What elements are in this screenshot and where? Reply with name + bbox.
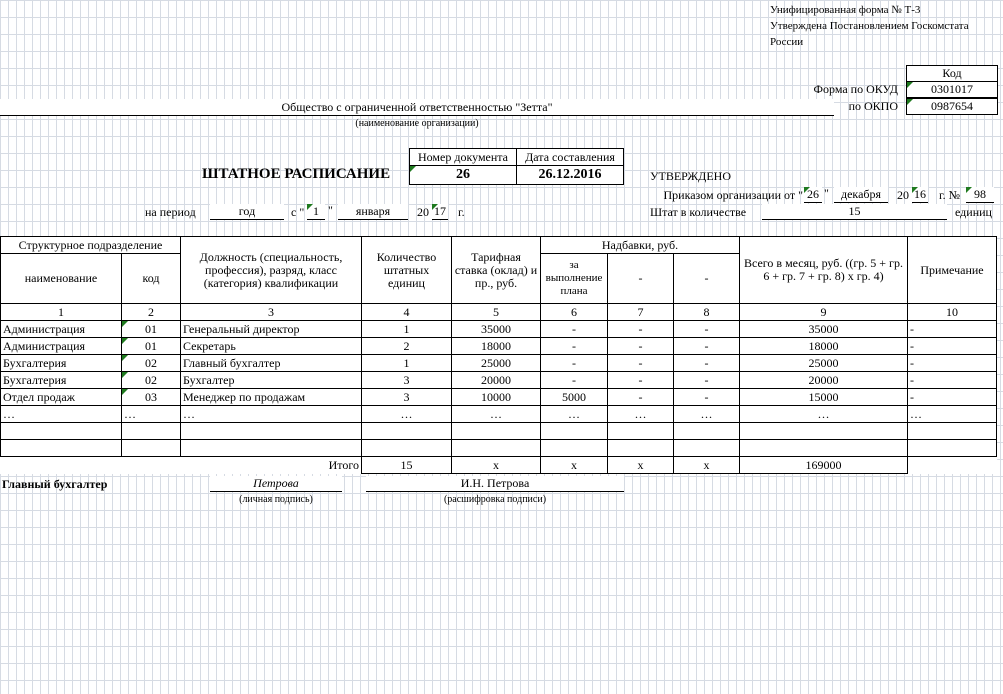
allow-2-cell[interactable]: - (608, 372, 674, 389)
count-cell[interactable]: 3 (362, 389, 452, 406)
empty-cell[interactable] (181, 423, 362, 440)
rate-cell[interactable]: 20000 (452, 372, 541, 389)
approval-label: УТВЕРЖДЕНО (650, 169, 732, 183)
allow-3-cell[interactable]: - (674, 389, 740, 406)
empty-cell[interactable] (452, 423, 541, 440)
col-number: 9 (740, 304, 908, 321)
allow-3-cell[interactable]: - (674, 321, 740, 338)
header-allow-3: - (674, 254, 740, 304)
dept-code-cell[interactable]: 03 (122, 389, 181, 406)
position-cell[interactable]: … (181, 406, 362, 423)
signature-role: Главный бухгалтер (2, 477, 108, 491)
position-cell[interactable]: Бухгалтер (181, 372, 362, 389)
period-label: на период (145, 205, 196, 219)
staff-units: единиц (955, 205, 992, 219)
count-cell[interactable]: 1 (362, 355, 452, 372)
total-cell[interactable]: 25000 (740, 355, 908, 372)
allow-plan-cell[interactable]: 5000 (541, 389, 608, 406)
allow-plan-cell[interactable]: - (541, 372, 608, 389)
table-row (1, 372, 997, 389)
empty-cell[interactable] (362, 423, 452, 440)
header-dept-group: Структурное подразделение (1, 237, 181, 254)
totals-count[interactable]: 15 (362, 457, 452, 474)
dept-code-cell[interactable]: 01 (122, 338, 181, 355)
doc-number[interactable]: 26 (409, 165, 517, 185)
total-cell[interactable]: 18000 (740, 338, 908, 355)
total-cell[interactable]: 20000 (740, 372, 908, 389)
allow-2-cell[interactable]: … (608, 406, 674, 423)
staff-label: Штат в количестве (650, 205, 747, 219)
form-info-line3: России (770, 36, 804, 48)
col-number: 3 (181, 304, 362, 321)
approval-year-suffix[interactable]: 16 (914, 187, 926, 201)
dept-name-cell[interactable]: Отдел продаж (1, 389, 122, 406)
period-month[interactable]: января (338, 204, 408, 220)
allow-plan-cell[interactable]: - (541, 338, 608, 355)
note-cell[interactable]: … (908, 406, 997, 423)
totals-note-blank (908, 457, 997, 474)
header-allow-plan: за выполнение плана (541, 254, 608, 304)
doc-number-header: Номер документа (409, 148, 517, 166)
allow-plan-cell[interactable]: - (541, 321, 608, 338)
table-row-empty (1, 423, 997, 440)
approval-year-prefix: 20 (897, 188, 909, 202)
allow-3-cell[interactable]: … (674, 406, 740, 423)
position-cell[interactable]: Генеральный директор (181, 321, 362, 338)
rate-cell[interactable]: 25000 (452, 355, 541, 372)
empty-cell[interactable] (608, 440, 674, 457)
dept-code-cell[interactable]: … (122, 406, 181, 423)
totals-allow-3: х (674, 457, 740, 474)
table-row (1, 338, 997, 355)
form-info-line2: Утверждена Постановлением Госкомстата (770, 20, 969, 32)
dept-code-cell[interactable]: 02 (122, 355, 181, 372)
allow-3-cell[interactable]: - (674, 338, 740, 355)
period-day[interactable]: 1 (307, 204, 325, 220)
okpo-label: по ОКПО (848, 99, 898, 113)
period-from-label: с " (291, 205, 305, 219)
dept-name-cell[interactable]: Бухгалтерия (1, 355, 122, 372)
empty-cell[interactable] (674, 440, 740, 457)
note-cell[interactable]: - (908, 338, 997, 355)
count-cell[interactable]: 3 (362, 372, 452, 389)
period-year-prefix: 20 (417, 205, 429, 219)
total-cell[interactable]: 35000 (740, 321, 908, 338)
col-number: 10 (908, 304, 997, 321)
empty-cell[interactable] (608, 423, 674, 440)
dept-name-cell[interactable]: Бухгалтерия (1, 372, 122, 389)
approval-num-label: г. № (939, 188, 961, 202)
signature-name[interactable]: И.Н. Петрова (366, 476, 624, 492)
header-dept-code: код (122, 254, 181, 304)
empty-cell[interactable] (452, 440, 541, 457)
okpo-value[interactable]: 0987654 (906, 98, 998, 115)
header-allow-2: - (608, 254, 674, 304)
allow-plan-cell[interactable]: - (541, 355, 608, 372)
header-allowances: Надбавки, руб. (541, 237, 740, 254)
approval-order-number[interactable]: 98 (966, 187, 994, 203)
totals-label: Итого (1, 457, 362, 474)
note-cell[interactable]: - (908, 372, 997, 389)
doc-date-header: Дата составления (516, 148, 624, 166)
okud-label: Форма по ОКУД (813, 82, 898, 96)
table-row (1, 355, 997, 372)
empty-cell[interactable] (1, 440, 122, 457)
position-cell[interactable]: Главный бухгалтер (181, 355, 362, 372)
header-rate: Тарифная ставка (оклад) и пр., руб. (452, 237, 541, 304)
signature-name-caption: (расшифровка подписи) (443, 494, 547, 505)
organization-name[interactable]: Общество с ограниченной ответственностью "Зетта" (0, 99, 834, 116)
note-cell[interactable]: - (908, 389, 997, 406)
count-cell[interactable]: … (362, 406, 452, 423)
note-cell[interactable]: - (908, 355, 997, 372)
header-note: Примечание (908, 237, 997, 304)
table-row-empty (1, 440, 997, 457)
col-number: 8 (674, 304, 740, 321)
allow-2-cell[interactable]: - (608, 389, 674, 406)
empty-cell[interactable] (362, 440, 452, 457)
okud-value[interactable]: 0301017 (906, 81, 998, 98)
table-row (1, 321, 997, 338)
header-dept-name: наименование (1, 254, 122, 304)
staff-count[interactable]: 15 (762, 204, 947, 220)
allow-3-cell[interactable]: - (674, 355, 740, 372)
table-row (1, 389, 997, 406)
empty-cell[interactable] (740, 423, 908, 440)
count-cell[interactable]: 1 (362, 321, 452, 338)
period-year-label: г. (458, 205, 465, 219)
period-quote: " (328, 203, 333, 217)
col-number: 4 (362, 304, 452, 321)
period-year-suffix[interactable]: 17 (434, 204, 446, 218)
approval-month[interactable]: декабря (834, 187, 888, 203)
allow-2-cell[interactable]: - (608, 355, 674, 372)
col-number: 2 (122, 304, 181, 321)
col-number: 6 (541, 304, 608, 321)
dept-code-cell[interactable]: 02 (122, 372, 181, 389)
empty-cell[interactable] (1, 423, 122, 440)
allow-3-cell[interactable]: - (674, 372, 740, 389)
rate-cell[interactable]: 18000 (452, 338, 541, 355)
dept-name-cell[interactable]: … (1, 406, 122, 423)
empty-cell[interactable] (122, 423, 181, 440)
form-info (770, 2, 969, 50)
totals-row (1, 457, 997, 474)
dept-name-cell[interactable]: Администрация (1, 321, 122, 338)
table-row (1, 406, 997, 423)
empty-cell[interactable] (740, 440, 908, 457)
rate-cell[interactable]: 35000 (452, 321, 541, 338)
allow-2-cell[interactable]: - (608, 321, 674, 338)
totals-allow-plan: х (541, 457, 608, 474)
approval-order-label: Приказом организации от " (663, 188, 803, 202)
header-position: Должность (специальность, профессия), разряд, класс (категория) квалификации (181, 237, 362, 304)
signature-sign[interactable]: Петрова (210, 476, 342, 492)
position-cell[interactable]: Секретарь (181, 338, 362, 355)
organization-caption: (наименование организации) (355, 118, 479, 129)
empty-cell[interactable] (541, 423, 608, 440)
dept-code-cell[interactable]: 01 (122, 321, 181, 338)
totals-allow-2: х (608, 457, 674, 474)
document-title: ШТАТНОЕ РАСПИСАНИЕ (202, 166, 391, 182)
period-term[interactable]: год (210, 204, 284, 220)
empty-cell[interactable] (908, 423, 997, 440)
staffing-table (0, 236, 997, 474)
allow-plan-cell[interactable]: … (541, 406, 608, 423)
totals-total[interactable]: 169000 (740, 457, 908, 474)
empty-cell[interactable] (908, 440, 997, 457)
doc-date[interactable]: 26.12.2016 (516, 165, 624, 185)
empty-cell[interactable] (674, 423, 740, 440)
approval-day[interactable]: 26 (804, 187, 822, 203)
total-cell[interactable]: … (740, 406, 908, 423)
rate-cell[interactable]: 10000 (452, 389, 541, 406)
total-cell[interactable]: 15000 (740, 389, 908, 406)
col-number: 1 (1, 304, 122, 321)
note-cell[interactable]: - (908, 321, 997, 338)
col-number: 7 (608, 304, 674, 321)
header-count: Количество штатных единиц (362, 237, 452, 304)
rate-cell[interactable]: … (452, 406, 541, 423)
position-cell[interactable]: Менеджер по продажам (181, 389, 362, 406)
approval-quote: " (824, 186, 829, 200)
allow-2-cell[interactable]: - (608, 338, 674, 355)
empty-cell[interactable] (541, 440, 608, 457)
header-total: Всего в месяц, руб. ((гр. 5 + гр. 6 + гр. 7 + гр. 8) х гр. 4) (740, 237, 908, 304)
column-number-row (1, 304, 997, 321)
empty-cell[interactable] (122, 440, 181, 457)
codes-header: Код (906, 65, 998, 82)
totals-rate: х (452, 457, 541, 474)
empty-cell[interactable] (181, 440, 362, 457)
col-number: 5 (452, 304, 541, 321)
count-cell[interactable]: 2 (362, 338, 452, 355)
signature-sign-caption: (личная подпись) (239, 494, 313, 505)
dept-name-cell[interactable]: Администрация (1, 338, 122, 355)
form-info-line1: Унифицированная форма № Т-3 (770, 4, 921, 16)
